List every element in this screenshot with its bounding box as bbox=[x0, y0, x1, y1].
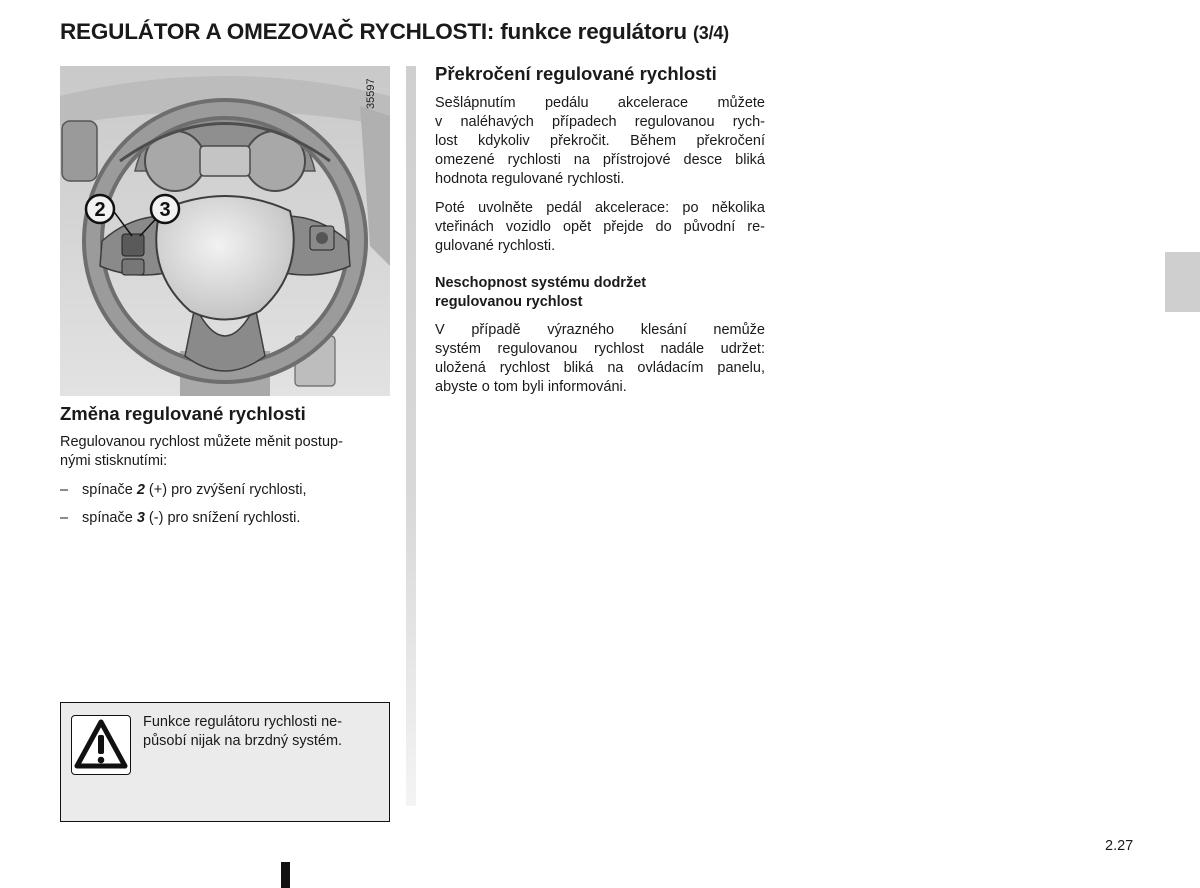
page-number: 2.27 bbox=[1105, 838, 1134, 854]
warning-box bbox=[60, 702, 390, 822]
bullet-switch-number: 3 bbox=[136, 510, 145, 526]
paragraph-line: uložená rychlost bliká na ovládacím panelu, bbox=[435, 360, 765, 376]
steering-wheel-drawing bbox=[60, 66, 390, 396]
callout-2-label: 2 bbox=[94, 199, 106, 221]
paragraph-line: Poté uvolněte pedál akcelerace: po několika bbox=[435, 200, 765, 216]
bullet-text-pre: spínače bbox=[82, 482, 137, 498]
left-section-heading: Změna regulované rychlosti bbox=[60, 403, 306, 424]
bullet-item-increase bbox=[60, 481, 306, 500]
bullet-dash: – bbox=[60, 482, 69, 498]
paragraph-line: hodnota regulované rychlosti. bbox=[435, 171, 625, 187]
paragraph-line: nými stisknutími: bbox=[60, 453, 168, 469]
page-title bbox=[60, 19, 729, 45]
paragraph-line: systém regulovanou rychlost nadále udržet: bbox=[435, 341, 765, 357]
paragraph-line: Sešlápnutím pedálu akcelerace můžete bbox=[435, 95, 765, 111]
warning-line: Funkce regulátoru rychlosti ne- bbox=[143, 714, 343, 730]
paragraph-line: V případě výrazného klesání nemůže bbox=[435, 322, 765, 338]
page-bottom-marker bbox=[281, 862, 290, 888]
right-section-heading: Překročení regulované rychlosti bbox=[435, 63, 717, 84]
column-divider bbox=[406, 66, 416, 806]
right-subheading bbox=[435, 274, 646, 312]
bullet-text-post: (+) pro zvýšení rychlosti, bbox=[144, 482, 307, 498]
right-paragraph-1 bbox=[435, 94, 765, 189]
bullet-dash: – bbox=[60, 510, 69, 526]
paragraph-line: v naléhavých případech regulovanou rych- bbox=[435, 114, 765, 130]
paragraph-line: lost kdykoliv překročit. Během překročení bbox=[435, 133, 765, 149]
bullet-text-post: (-) pro snížení rychlosti. bbox=[144, 510, 301, 526]
steering-wheel-illustration bbox=[60, 66, 390, 396]
warning-line: působí nijak na brzdný systém. bbox=[143, 733, 343, 749]
page-title-text: REGULÁTOR A OMEZOVAČ RYCHLOSTI: funkce regulátoru bbox=[60, 19, 687, 44]
chapter-side-tab bbox=[1165, 252, 1200, 312]
right-paragraph-2 bbox=[435, 199, 765, 256]
paragraph-line: gulované rychlosti. bbox=[435, 238, 556, 254]
paragraph-line: vteřinách vozidlo opět přejde do původní re- bbox=[435, 219, 765, 235]
bullet-switch-number: 2 bbox=[136, 482, 145, 498]
warning-text bbox=[143, 713, 383, 751]
paragraph-line: omezené rychlosti na přístrojové desce bliká bbox=[435, 152, 765, 168]
page-part-indicator: (3/4) bbox=[692, 23, 729, 43]
paragraph-line: Regulovanou rychlost můžete měnit postup- bbox=[60, 434, 343, 450]
paragraph-line: abyste o tom byli informováni. bbox=[435, 379, 627, 395]
right-paragraph-3 bbox=[435, 321, 765, 397]
left-intro-paragraph bbox=[60, 433, 390, 471]
callout-3-label: 3 bbox=[159, 199, 171, 221]
subheading-line: regulovanou rychlost bbox=[435, 294, 583, 310]
warning-triangle-icon bbox=[72, 716, 130, 774]
subheading-line: Neschopnost systému dodržet bbox=[435, 275, 647, 291]
warning-icon-frame bbox=[71, 715, 131, 775]
bullet-item-decrease bbox=[60, 509, 300, 528]
figure-code: 35597 bbox=[365, 78, 377, 110]
bullet-text-pre: spínače bbox=[82, 510, 137, 526]
